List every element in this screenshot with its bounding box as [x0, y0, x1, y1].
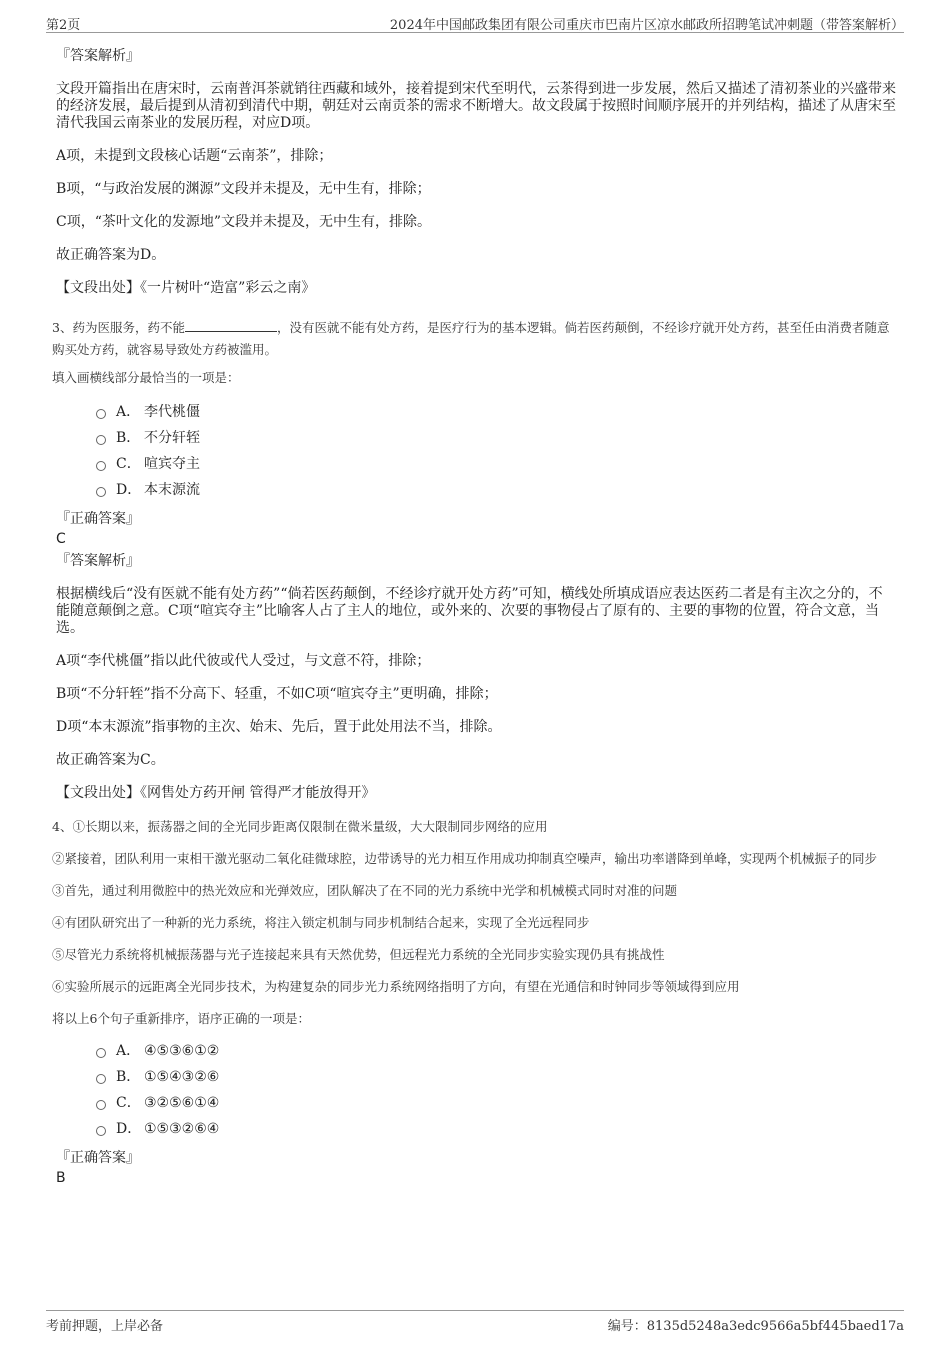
- q3-analysis-p4: D项“本末源流”指事物的主次、始末、先后，置于此处用法不当，排除。: [56, 719, 502, 735]
- q3-option-a[interactable]: A． 李代桃僵: [96, 399, 896, 425]
- radio-icon[interactable]: [96, 1074, 106, 1084]
- document-id: 编号：8135d5248a3edc9566a5bf445baed17a: [607, 1319, 904, 1334]
- q3-analysis-p2: A项“李代桃僵”指以此代彼或代人受过，与文意不符，排除；: [56, 653, 431, 669]
- q2-analysis-p4: C项，“茶叶文化的发源地”文段并未提及，无中生有，排除。: [56, 214, 432, 230]
- q2-analysis-p5: 故正确答案为D。: [56, 247, 166, 263]
- q3-source: 【文段出处】《网售处方药开闸 管得严才能放得开》: [56, 785, 376, 801]
- document-body: [52, 44, 896, 1188]
- page-footer: [46, 1310, 904, 1333]
- q2-analysis-p1: 文段开篇指出在唐宋时，云南普洱茶就销往西藏和域外，接着提到宋代至明代，云茶得到进一步发展，然后又描述了清初茶业的兴盛带来的经济发展，最后提到从清初到清代中期，朝廷对云南贡茶的需求不断增大。故文段属于按照时间顺序展开的并列结构，描述了从唐宋至清代我国云南茶业的发展历程，对应D项。: [56, 81, 896, 131]
- q4-correct-label: 『正确答案』: [56, 1150, 140, 1166]
- q3-option-d[interactable]: D． 本末源流: [96, 477, 896, 503]
- radio-icon[interactable]: [96, 461, 106, 471]
- q4-sentence-4: ④有团队研究出了一种新的光力系统，将注入锁定机制与同步机制结合起来，实现了全光远程同步: [52, 915, 590, 930]
- q4-sentence-6: ⑥实验所展示的远距离全光同步技术，为构建复杂的同步光力系统网络指明了方向，有望在光通信和时钟同步等领域得到应用: [52, 979, 740, 994]
- q3-correct-label: 『正确答案』: [56, 511, 140, 527]
- q3-analysis-p3: B项“不分轩轾”指不分高下、轻重，不如C项“喧宾夺主”更明确，排除；: [56, 686, 498, 702]
- q2-analysis-p2: A项，未提到文段核心话题“云南茶”，排除；: [56, 148, 333, 164]
- q4-options: [96, 1038, 896, 1142]
- q3-analysis-p1: 根据横线后“没有医就不能有处方药”“倘若医药颠倒，不经诊疗就开处方药”可知，横线处所填成语应表达医药二者是有主次之分的，不能随意颠倒之意。C项“喧宾夺主”比喻客人占了主人的地位，或外来的、次要的事物侵占了原有的、主要的事物的位置，符合文意，当选。: [56, 586, 883, 636]
- q3-prompt: 填入画横线部分最恰当的一项是：: [52, 370, 240, 385]
- q4-correct-answer: B: [56, 1170, 66, 1186]
- q3-correct-answer: C: [56, 531, 66, 547]
- q4-sentence-3: ③首先，通过利用微腔中的热光效应和光弹效应，团队解决了在不同的光力系统中光学和机械模式同时对准的问题: [52, 883, 678, 898]
- q3-blank: [185, 319, 277, 332]
- q3-option-c[interactable]: C． 喧宾夺主: [96, 451, 896, 477]
- q3-options: [96, 399, 896, 503]
- q3-stem: [52, 317, 896, 361]
- radio-icon[interactable]: [96, 1126, 106, 1136]
- q2-analysis-label: 『答案解析』: [56, 48, 140, 64]
- q3-stem-start: 3、药为医服务，药不能: [52, 320, 185, 335]
- document-title: 2024年中国邮政集团有限公司重庆市巴南片区凉水邮政所招聘笔试冲刺题（带答案解析）: [389, 18, 904, 33]
- radio-icon[interactable]: [96, 1048, 106, 1058]
- q4-option-a[interactable]: A． ④⑤③⑥①②: [96, 1038, 896, 1064]
- q3-stem-end: ，没有医就不能有处方药，是医疗行为的基本逻辑。倘若医药颠倒，不经诊疗就开处方药，甚至任由消费者随意购买处方药，就容易导致处方药被滥用。: [52, 320, 890, 357]
- footer-slogan: 考前押题，上岸必备: [46, 1319, 164, 1334]
- q2-analysis-p3: B项，“与政治发展的渊源”文段并未提及，无中生有，排除；: [56, 181, 431, 197]
- q4-option-d[interactable]: D． ①⑤③②⑥④: [96, 1116, 896, 1142]
- page-header: [46, 12, 904, 33]
- radio-icon[interactable]: [96, 487, 106, 497]
- q4-option-b[interactable]: B． ①⑤④③②⑥: [96, 1064, 896, 1090]
- radio-icon[interactable]: [96, 1100, 106, 1110]
- q3-analysis-p5: 故正确答案为C。: [56, 752, 165, 768]
- q3-analysis-label: 『答案解析』: [56, 553, 140, 569]
- q4-sentence-1: 4、①长期以来，振荡器之间的全光同步距离仅限制在微米量级，大大限制同步网络的应用: [52, 819, 548, 834]
- page-number: 第2页: [46, 18, 81, 33]
- q4-sentence-5: ⑤尽管光力系统将机械振荡器与光子连接起来具有天然优势，但远程光力系统的全光同步实验实现仍具有挑战性: [52, 947, 665, 962]
- radio-icon[interactable]: [96, 409, 106, 419]
- radio-icon[interactable]: [96, 435, 106, 445]
- q3-option-b[interactable]: B． 不分轩轾: [96, 425, 896, 451]
- q2-source: 【文段出处】《一片树叶“造富”彩云之南》: [56, 280, 316, 296]
- q4-prompt: 将以上6个句子重新排序，语序正确的一项是：: [52, 1011, 310, 1026]
- q4-option-c[interactable]: C． ③②⑤⑥①④: [96, 1090, 896, 1116]
- q4-sentence-2: ②紧接着，团队利用一束相干激光驱动二氧化硅微球腔，边带诱导的光力相互作用成功抑制真空噪声，输出功率谱降到单峰，实现两个机械振子的同步: [52, 851, 878, 866]
